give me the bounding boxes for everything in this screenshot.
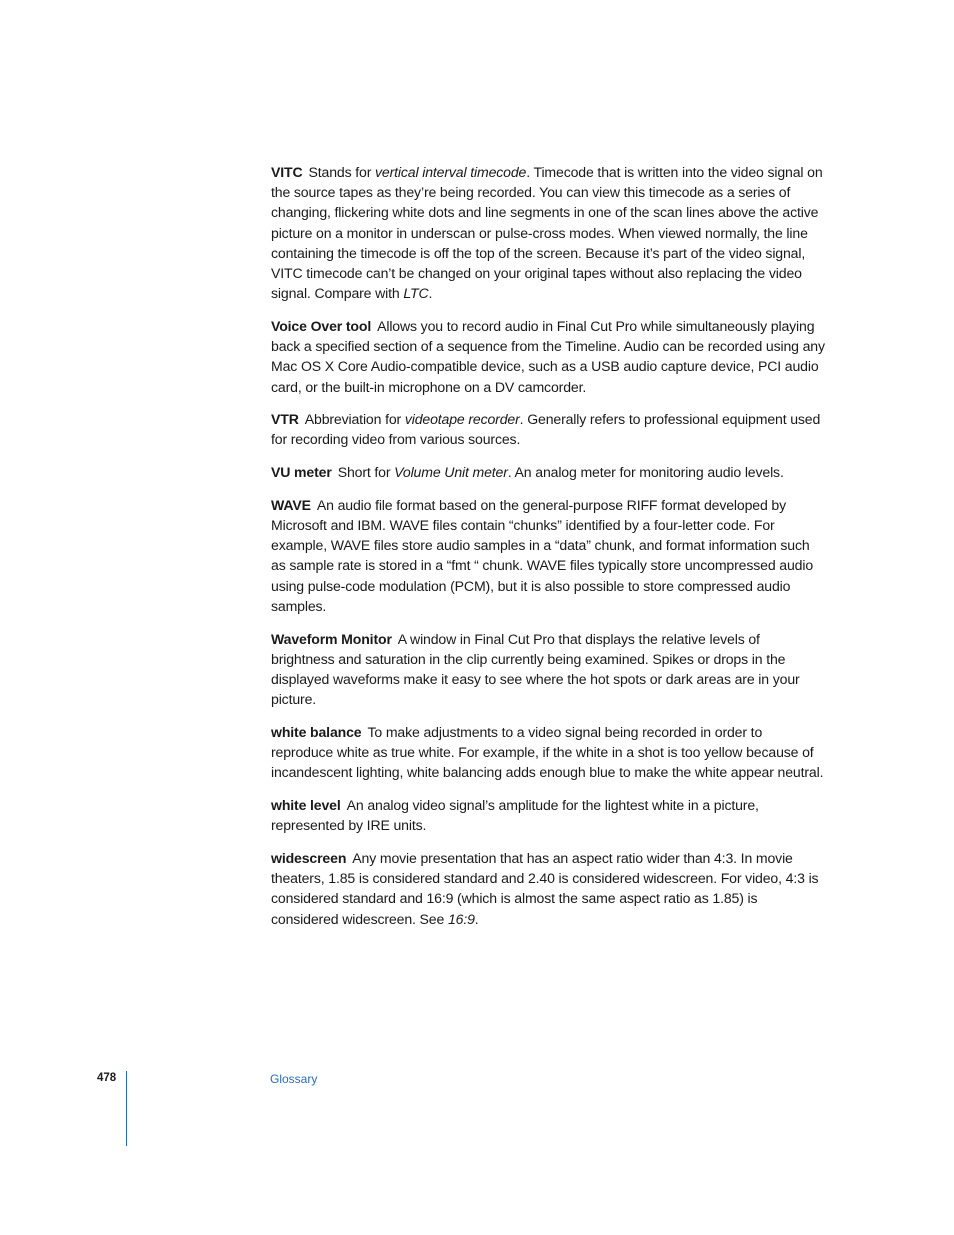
glossary-term: widescreen	[271, 849, 347, 866]
glossary-entry-vtr	[271, 409, 827, 449]
definition-text: Allows you to record audio in Final Cut Pro while simultaneously playing back a specified section of a sequence from the Timeline. Audio can be recorded using any Mac OS X Core Audio-compatible device, such as a USB audio capture device, PCI audio card, or the built-in microphone on a DV camcorder.	[271, 317, 825, 395]
definition-text: Stands for	[308, 164, 376, 180]
glossary-content	[271, 162, 827, 941]
definition-text: Abbreviation for	[304, 411, 405, 428]
definition-text: .	[474, 910, 479, 927]
footer-divider	[126, 1071, 127, 1146]
glossary-entry-voice-over-tool	[271, 316, 827, 397]
glossary-term: VITC	[271, 164, 303, 180]
definition-text: .	[428, 285, 433, 302]
definition-emphasis: videotape recorder	[404, 411, 520, 428]
glossary-entry-widescreen	[271, 848, 827, 929]
glossary-entry-white-balance	[271, 722, 827, 783]
glossary-term: Waveform Monitor	[271, 630, 392, 647]
glossary-entry-wave	[271, 495, 827, 616]
page-number: 478	[97, 1072, 117, 1084]
definition-text: . Timecode that is written into the video signal on the source tapes as they’re being recorded. You can view this timecode as a series of changing, flickering white dots and line segments in one of the scan lines above the active picture on a monitor in underscan or pulse-cross modes. When viewed normally, the line containing the timecode is off the top of the screen. Because it’s part of the video signal, VITC timecode can’t be changed on your original tapes without also replacing the video signal. Compare with	[271, 164, 823, 302]
definition-emphasis: Volume Unit meter	[394, 464, 508, 481]
definition-text: Short for	[337, 464, 395, 481]
definition-text: Any movie presentation that has an aspect ratio wider than 4:3. In movie theaters, 1.85 is considered standard and 2.40 is considered widescreen. For video, 4:3 is considered standard and 16:9 (which is almost the same aspect ratio as 1.85) is considered widescreen. See	[271, 849, 819, 927]
glossary-term: white level	[271, 796, 341, 813]
glossary-term: WAVE	[271, 496, 311, 513]
definition-text: To make adjustments to a video signal being recorded in order to reproduce white as true white. For example, if the white in a shot is too yellow because of incandescent lighting, white balancing adds enough blue to make the white appear neutral.	[271, 723, 824, 781]
definition-text: A window in Final Cut Pro that displays the relative levels of brightness and saturation in the clip currently being examined. Spikes or drops in the displayed waveforms make it easy to see where the hot spots or dark areas are in your picture.	[271, 630, 800, 708]
glossary-term: VTR	[271, 411, 299, 428]
section-name: Glossary	[270, 1072, 318, 1086]
glossary-entry-vu-meter	[271, 462, 827, 482]
glossary-entry-vitc	[271, 162, 827, 303]
glossary-term: Voice Over tool	[271, 317, 372, 334]
glossary-entry-white-level	[271, 795, 827, 835]
glossary-term: white balance	[271, 723, 362, 740]
glossary-entry-waveform-monitor	[271, 629, 827, 710]
definition-text: An analog video signal’s amplitude for the lightest white in a picture, represented by IRE units.	[271, 796, 759, 834]
cross-reference: 16:9	[447, 910, 475, 927]
glossary-term: VU meter	[271, 464, 332, 481]
cross-reference: LTC	[403, 285, 429, 302]
definition-text: . Generally refers to professional equipment used for recording video from various sources.	[271, 411, 821, 448]
definition-text: An audio file format based on the general-purpose RIFF format developed by Microsoft and IBM. WAVE files contain “chunks” identified by a four-letter code. For example, WAVE files store audio samples in a “data” chunk, and format information such as sample rate is stored in a “fmt “ chunk. WAVE files typically store uncompressed audio using pulse-code modulation (PCM), but it is also possible to store compressed audio samples.	[271, 496, 814, 614]
definition-emphasis: vertical interval timecode	[375, 164, 527, 180]
definition-text: . An analog meter for monitoring audio levels.	[507, 464, 784, 481]
